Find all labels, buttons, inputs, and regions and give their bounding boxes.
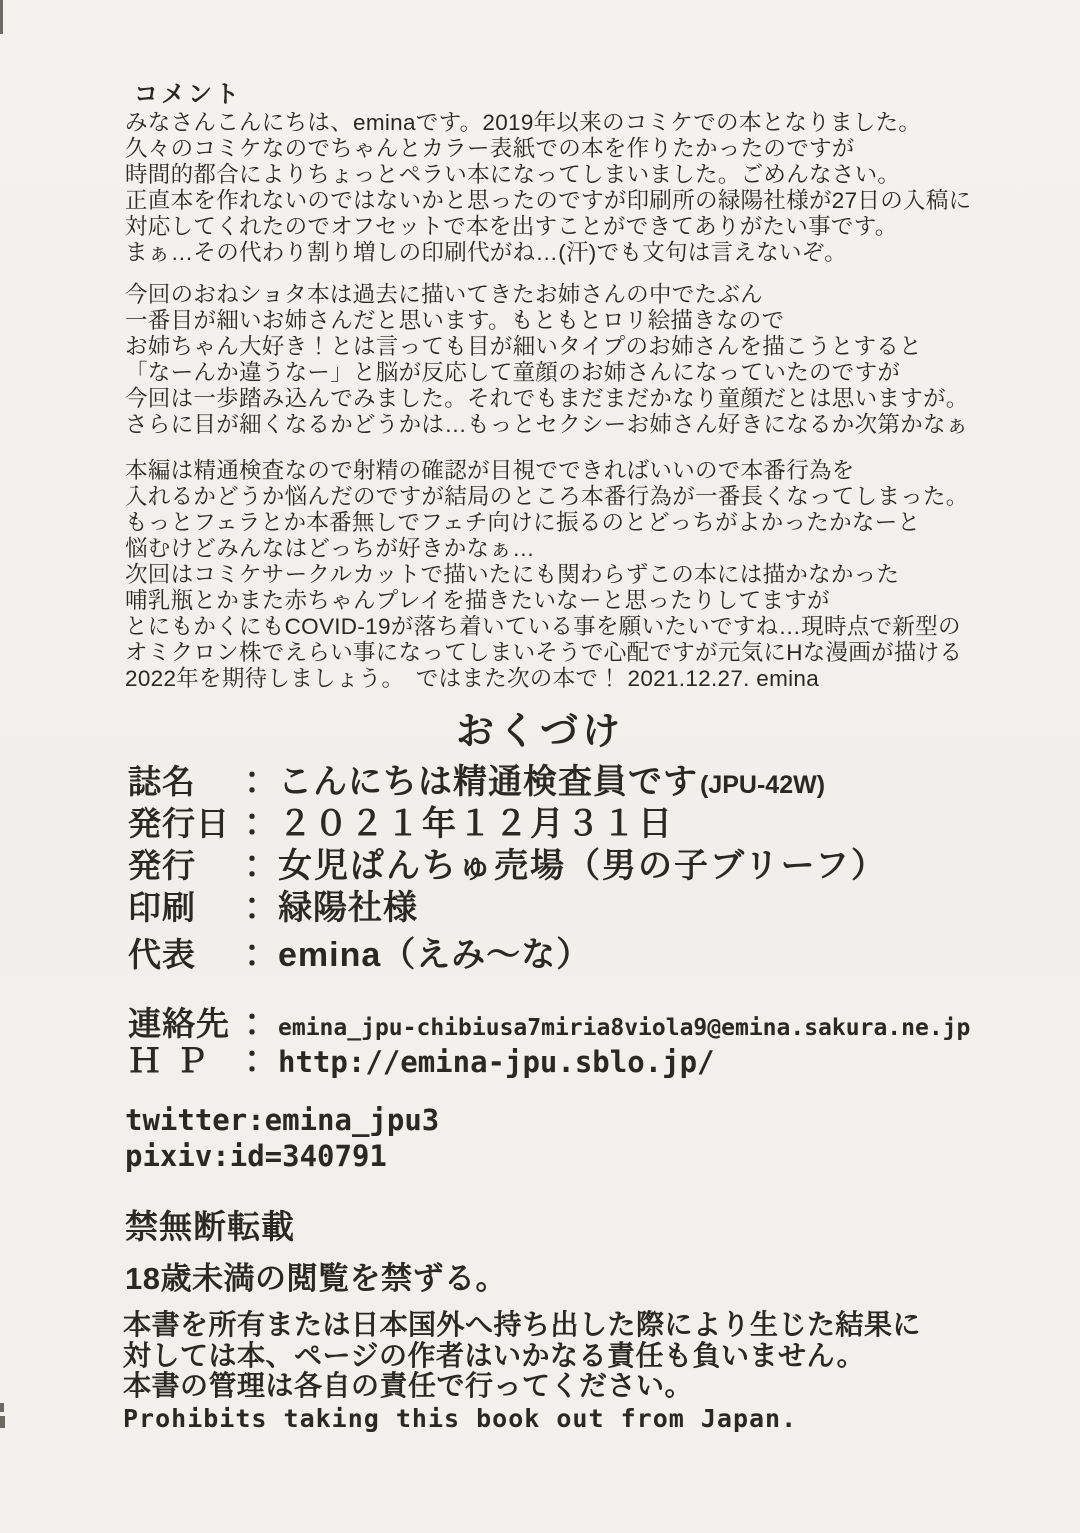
prohibition-notice [125,1201,507,1298]
age-restriction-notice: 18歳未満の閲覧を禁ずる。 [125,1261,507,1296]
comment-line: 入れるかどうか悩んだのですが結局のところ本番行為が一番長くなってしまった。 [125,484,969,509]
book-title-value: こんにちは精通検査員です [278,763,699,801]
publisher-value: 女児ぱんちゅ売場（男の子ブリーフ） [278,847,887,885]
page-number-fragment-mark [0,1416,5,1428]
comment-line: 「なーんか違うなー」と脳が反応して童顔のお姉さんになっていたのですが [125,360,901,385]
comment-line: 時間的都合によりちょっとペラい本になってしまいました。ごめんなさい。 [125,162,901,187]
book-code-suffix: (JPU-42W) [700,771,826,799]
colophon-label: 誌名 [128,763,196,800]
comment-line: 対応してくれたのでオフセットで本を出すことができてありがたい事です。 [125,214,898,239]
colophon-label: 発行日 [128,805,230,842]
disclaimer-line: 対しては本、ページの作者はいかなる責任も負いません。 [123,1339,866,1371]
comment-paragraph-1 [125,110,971,266]
homepage-url-value: http://emina-jpu.sblo.jp/ [278,1045,715,1079]
printer-value: 緑陽社様 [278,889,419,927]
comment-line: とにもかくにもCOVID-19が落ち着いている事を願いたいですね…現時点で新型の [125,614,961,639]
comment-line: 今回は一歩踏み込んでみました。それでもまだまだかなり童顔だとは思いますが。 [125,386,969,411]
colophon-label: 連絡先 [128,1005,230,1042]
colophon-label: 代表 [128,936,196,973]
disclaimer [123,1310,921,1434]
colophon-colon: ： [236,764,269,800]
comment-line: 哺乳瓶とかまた赤ちゃんプレイを描きたいなーと思ったりしてますが [125,588,830,613]
contact-email-value: emina_jpu-chibiusa7miria8viola9@emina.sakura.ne.jp [278,1015,971,1041]
comment-line: お姉ちゃん大好き！とは言っても目が細いタイプのお姉さんを描こうとすると [125,334,922,359]
comment-line: 次回はコミケサークルカットで描いたにも関わらずこの本には描かなかった [125,562,900,587]
comment-line: もっとフェラとか本番無しでフェチ向けに振るのとどっちがよかったかなーと [125,510,921,535]
comment-line: みなさんこんにちは、eminaです。2019年以来のコミケでの本となりました。 [125,110,922,135]
colophon-title: おくづけ [455,708,624,753]
colophon-label: ＨＰ [128,1042,222,1079]
colophon-label: 発行 [128,847,196,884]
comment-line: 一番目が細いお姉さんだと思います。もともとロリ絵描きなので [125,308,785,333]
page-number-fragment [0,1400,6,1436]
export-prohibition-english: Prohibits taking this book out from Japan. [123,1403,798,1433]
no-reprint-notice: 禁無断転載 [125,1208,295,1245]
colophon-colon: ： [236,1043,269,1079]
representative-value: emina（えみ～な） [278,936,592,974]
comment-line: 2022年を期待しましょう。 ではまた次の本で！ 2021.12.27. emina [125,666,820,691]
colophon-colon: ： [236,848,269,884]
colophon-row-homepage [128,1035,715,1082]
comment-line: さらに目が細くなるかどうかは…もっとセクシーお姉さん好きになるか次第かなぁ [125,412,969,437]
disclaimer-line: 本書を所有または日本国外へ持ち出した際により生じた結果に [123,1309,922,1340]
comment-paragraph-2 [125,282,969,438]
comment-line: 本編は精通検査なので射精の確認が目視でできればいいので本番行為を [125,458,855,483]
comment-line: オミクロン株でえらい事になってしまいそうで心配ですが元気にHな漫画が描ける [125,640,963,665]
comment-line: 久々のコミケなのでちゃんとカラー表紙での本を作りたかったのですが [125,136,855,161]
publish-date-value: ２０２１年１２月３１日 [278,805,675,843]
colophon-colon: ： [236,890,269,926]
comment-line: 今回のおねショタ本は過去に描いてきたお姉さんの中でたぶん [125,282,763,307]
colophon-colon: ： [236,806,269,842]
colophon-row-representative [128,927,591,976]
page-number-fragment-mark [0,1403,4,1412]
colophon-row-printer [128,880,418,929]
comment-heading: コメント [134,81,242,108]
colophon-label: 印刷 [128,889,196,926]
twitter-handle: twitter:emina_jpu3 [125,1103,440,1137]
comment-line: 正直本を作れないのではないかと思ったのですが印刷所の緑陽社様が27日の入稿に [125,188,972,213]
colophon-colon: ： [236,1006,269,1042]
colophon-colon: ： [236,937,269,973]
comment-paragraph-3 [125,458,969,692]
comment-line: まぁ…その代わり割り増しの印刷代がね…(汗)でも文句は言えないぞ。 [125,240,847,265]
social-handles [125,1102,439,1174]
disclaimer-line: 本書の管理は各自の責任で行ってください。 [123,1370,694,1401]
comment-line: 悩むけどみんなはどっちが好きかなぁ… [125,536,535,561]
pixiv-id: pixiv:id=340791 [125,1139,387,1173]
scan-edge-artifact [0,0,3,34]
